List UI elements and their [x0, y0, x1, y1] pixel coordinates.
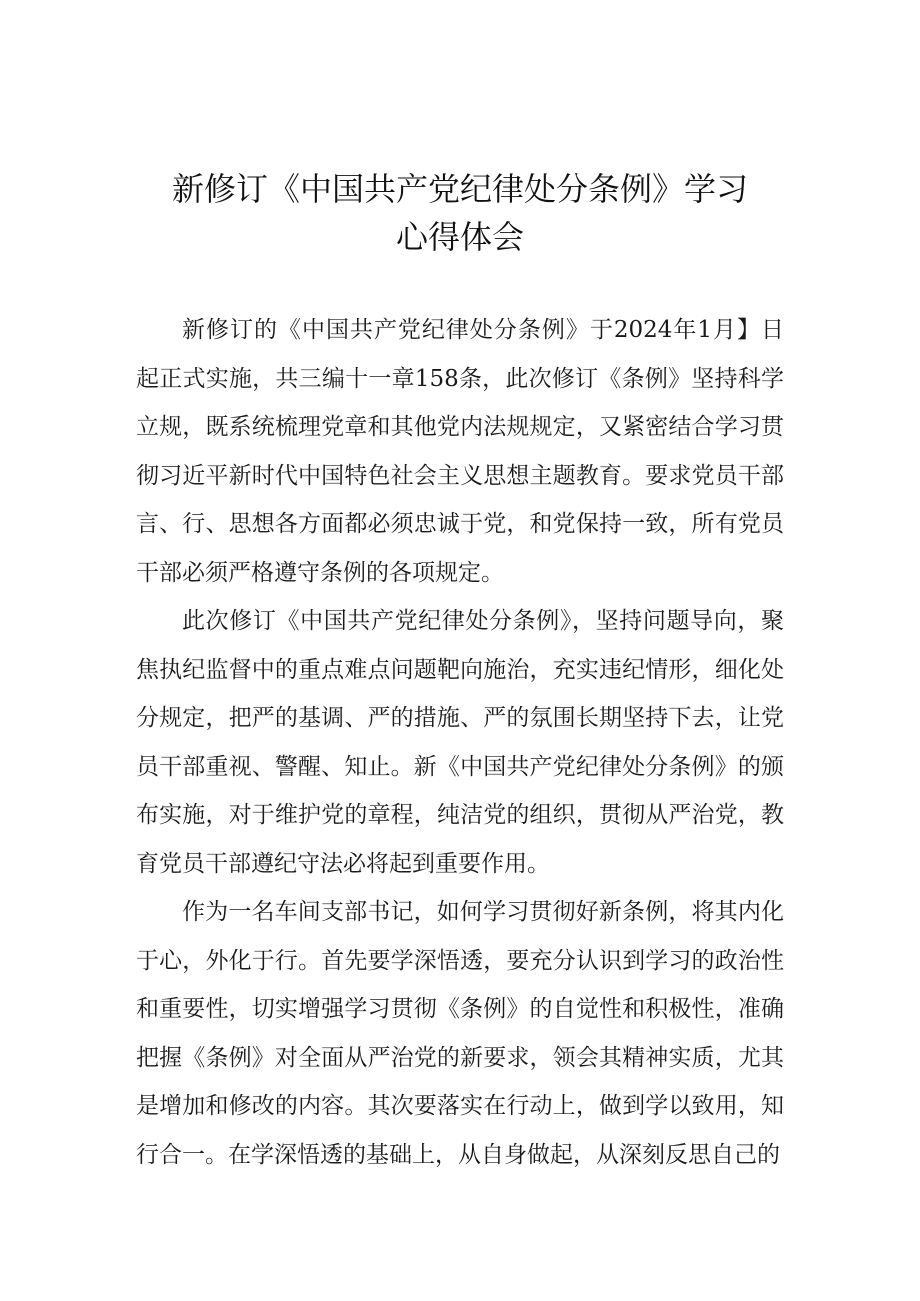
document-title — [110, 165, 810, 261]
document-body — [136, 306, 784, 1179]
paragraph-1: 新修订的《中国共产党纪律处分条例》于2024年1月】日起正式实施，共三编十一章158条，此次修订《条例》坚持科学立规，既系统梳理党章和其他党内法规规定，又紧密结合学习贯彻习近平新时代中国特色社会主义思想主题教育。要求党员干部言、行、思想各方面都必须忠诚于党，和党保持一致，所有党员干部必须严格遵守条例的各项规定。 — [136, 317, 784, 586]
title-line-1: 新修订《中国共产党纪律处分条例》学习 — [171, 170, 748, 208]
title-line-2: 心得体会 — [395, 218, 524, 256]
paragraph-3: 作为一名车间支部书记，如何学习贯彻好新条例，将其内化于心，外化于行。首先要学深悟透，要充分认识到学习的政治性和重要性，切实增强学习贯彻《条例》的自觉性和积极性，准确把握《条例》对全面从严治党的新要求，领会其精神实质，尤其是增加和修改的内容。其次要落实在行动上，做到学以致用，知行合一。在学深悟透的基础上，从自身做起，从深刻反思自己的 — [136, 899, 784, 1168]
paragraph-2: 此次修订《中国共产党纪律处分条例》，坚持问题导向，聚焦执纪监督中的重点难点问题靶向施治，充实违纪情形，细化处分规定，把严的基调、严的措施、严的氛围长期坚持下去，让党员干部重视、警醒、知止。新《中国共产党纪律处分条例》的颁布实施，对于维护党的章程，纯洁党的组织，贯彻从严治党，教育党员干部遵纪守法必将起到重要作用。 — [136, 608, 784, 877]
